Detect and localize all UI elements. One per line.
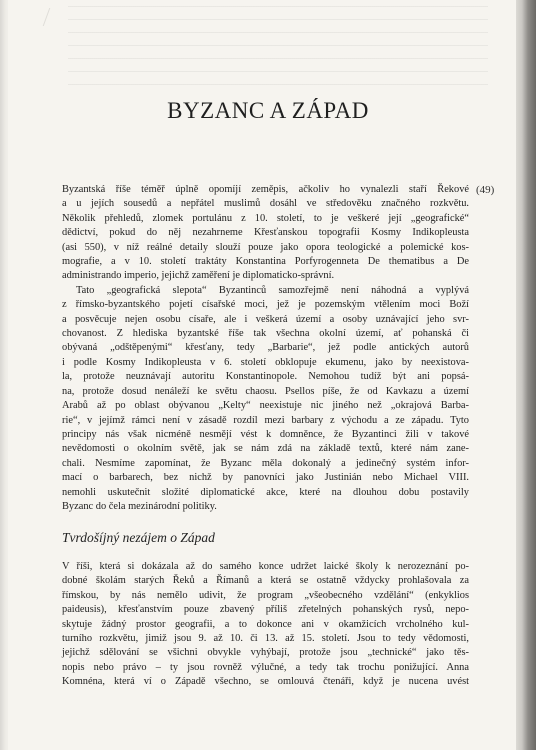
chapter-title: BYZANC A ZÁPAD — [167, 98, 369, 123]
text-line: nopis nebo právo – ty jsou rovněž výlučné, a tedy tak trochu ponižující. Anna — [62, 661, 469, 673]
text-line: římskou, by nás nemělo udivit, že program „všeobecného vzdělání“ (enkyklios — [62, 589, 469, 601]
text-line: jejichž sdělování se všichni obvykle vyhýbají, protože jsou „technické“ jako těs- — [62, 647, 469, 659]
text-line: Několik přehledů, zlomek portulánu z 10. století, to je veškeré její „geografické“ — [62, 212, 469, 224]
text-line: mací o barbarech, bez nichž by panovníci jako Justinián nebo Michael VIII. — [62, 472, 469, 484]
text-line: na, protože dosud nenáleží ke světu chaosu. Psellos píše, že od Kavkazu a území — [62, 385, 469, 397]
text-line: Byzanc do čela mezinárodní politiky. — [62, 500, 217, 512]
text-line: nemohli uskutečnit složité diplomatické akce, které na dlouhou dobu postavily — [62, 486, 469, 498]
text-line: administrando imperio, jejichž zaměření je diplomaticko-správní. — [62, 270, 335, 282]
text-line: chovanost. Z hlediska byzantské říše tak všechna okolní území, ať pohanská či — [62, 328, 469, 340]
text-line: chali. Nesmíme zapomínat, že Byzanc měla dokonalý a jedinečný systém infor- — [62, 457, 469, 469]
text-line: rie“, v jejímž rámci není v zásadě rozdíl mezi barbary z východu a ze západu. Tyto — [62, 414, 469, 426]
text-line: Tato „geografická slepota“ Byzantinců samozřejmě není náhodná a vyplývá — [76, 284, 469, 296]
section-1-text — [62, 183, 469, 514]
text-line: dobné školám starých Řeků a Římanů a která se ostatně vždycky prohlašovala za — [62, 575, 469, 587]
text-line: Byzantská říše téměř úplně opomíjí zeměpis, ačkoliv ho vynalezli staří Řekové — [62, 184, 469, 195]
section-2-text — [62, 560, 469, 690]
text-line: principy nás však nicméně nesmějí vést k domněnce, že Byzantinci žili v takové — [62, 428, 469, 440]
section-heading: Tvrdošíjný nezájem o Západ — [62, 530, 215, 545]
text-line: nevědomosti o okolním světě, jak se nám zdá na základě textů, které nám zane- — [62, 443, 469, 455]
text-line: i podle Kosmy Indikopleusta v 6. století obklopuje ekumenu, jako by neexistova- — [62, 356, 469, 368]
text-line: V říši, která si dokázala až do samého konce udržet laické školy k nerozeznání po- — [62, 561, 469, 572]
pencil-mark — [43, 8, 65, 26]
text-line: z římsko-byzantského pojetí císařské moci, jež je pozemským vtělením moci Boží — [62, 299, 469, 311]
text-line: a posvěcuje nejen osobu císaře, ale i veškerá území a osoby uznávající jeho svr- — [62, 313, 469, 325]
text-line: obývaná „odštěpenými“ křesťany, tedy „Barbarie“, jež podle antických autorů — [62, 342, 469, 354]
text-line: Komnéna, která ví o Západě všechno, se omlouvá čtenáři, když je nucena uvést — [62, 676, 469, 688]
text-line: paideusis), křesťanstvím pouze zbavený příliš zřetelných pohanských rysů, nepo- — [62, 604, 469, 616]
text-line: mografie, a v 10. století traktáty Konstantina Porfyrogenneta De thematibus a De — [62, 256, 469, 268]
text-line: Arabů až po oblast obývanou „Kelty“ neexistuje nic jiného než „okrajová Barba- — [62, 400, 469, 412]
text-line: turního rozkvětu, jimiž jsou 9. až 10. či 13. až 15. století. Jsou to tedy vědomosti, — [62, 633, 469, 645]
text-line: la, protože neuznávají autoritu Konstantinopole. Nemohou tudíž být ani popsá- — [62, 371, 469, 383]
text-line: dědictví, pokud do něj nezahrneme Křesťanskou topografii Kosmy Indikopleusta — [62, 227, 469, 239]
margin-page-number: (49) — [476, 184, 495, 196]
text-line: skytuje žádný prostor geografii, a to dokonce ani v okamžicích vrcholného kul- — [62, 618, 469, 630]
text-line: a u jejích sousedů a nepřátel muslimů dosáhl ve středověku značného rozkvětu. — [62, 198, 469, 210]
text-line: (asi 550), v níž reálné detaily slouží pouze jako opora teologické a polemické kos- — [62, 241, 469, 253]
bleed-through-text — [68, 6, 488, 86]
